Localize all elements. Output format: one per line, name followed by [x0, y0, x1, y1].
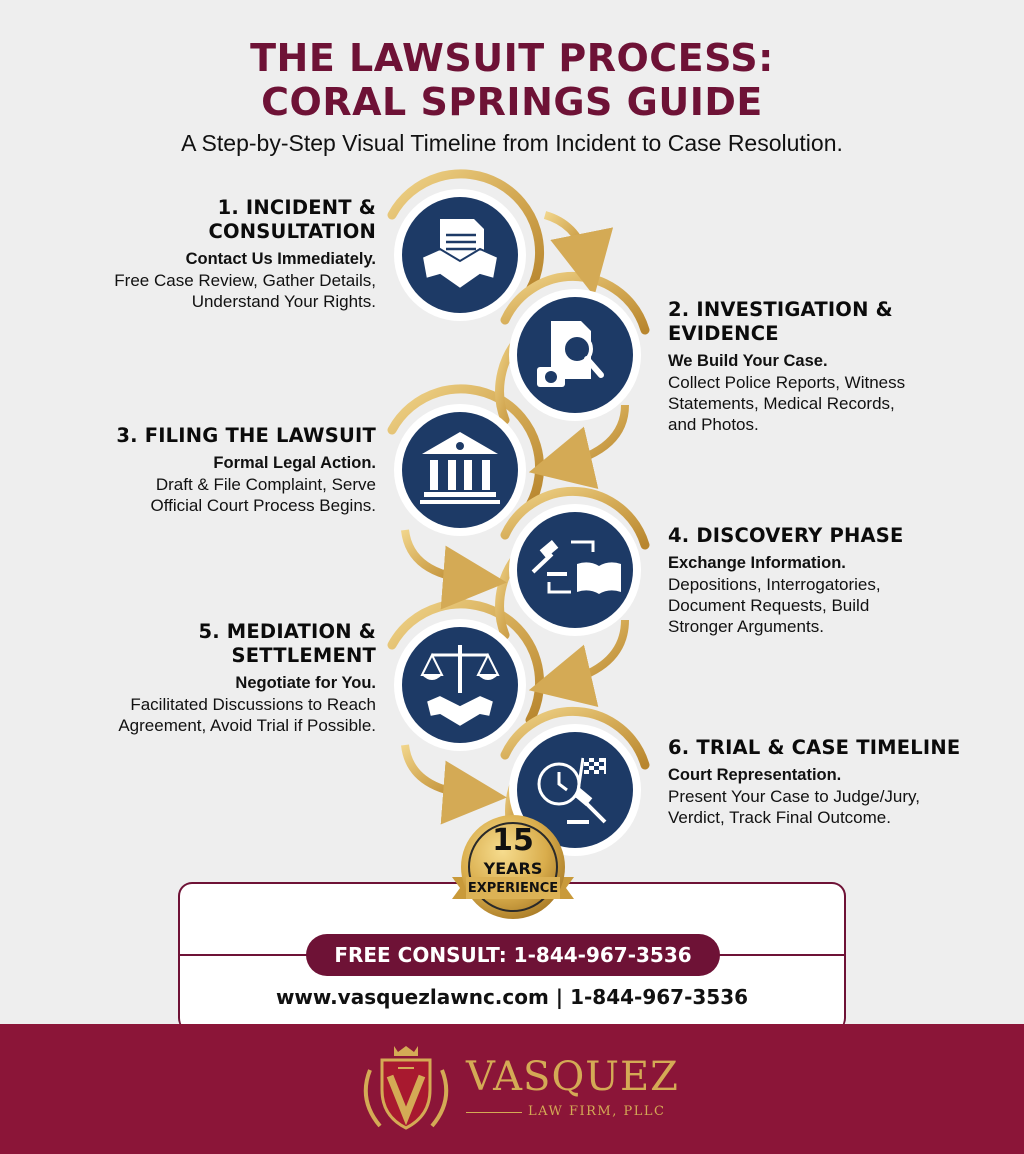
step-5-lead: Negotiate for You.: [235, 674, 376, 692]
badge-experience: EXPERIENCE: [467, 881, 559, 896]
step-1: [56, 196, 376, 312]
step-6-body-1: Present Your Case to Judge/Jury,: [668, 787, 921, 806]
crest-icon: [356, 1040, 456, 1140]
step-1-title: 1. INCIDENT &: [217, 196, 376, 219]
step-6-title: 6. TRIAL & CASE TIMELINE: [668, 736, 961, 759]
badge-number: 15: [492, 823, 534, 858]
badge-years: YEARS: [483, 859, 543, 878]
logo-subtitle: LAW FIRM, PLLC: [528, 1104, 666, 1119]
step-4-lead: Exchange Information.: [668, 554, 846, 572]
step-4: [668, 524, 988, 637]
step-3: [56, 424, 376, 516]
page-title-line2: CORAL SPRINGS GUIDE: [261, 80, 763, 124]
logo-name: VASQUEZ: [466, 1054, 679, 1100]
step-2-title: 2. INVESTIGATION &: [668, 298, 893, 321]
step-3-title: 3. FILING THE LAWSUIT: [116, 424, 376, 447]
step-1-lead: Contact Us Immediately.: [185, 250, 376, 268]
page-subtitle: A Step-by-Step Visual Timeline from Incident to Case Resolution.: [181, 130, 843, 156]
page-title-line1: THE LAWSUIT PROCESS:: [250, 36, 774, 80]
step-3-lead: Formal Legal Action.: [213, 454, 376, 472]
step-5-body-1: Facilitated Discussions to Reach: [130, 695, 376, 714]
step-5: [56, 620, 376, 736]
step-6-lead: Court Representation.: [668, 766, 842, 784]
step-2-title-cont: EVIDENCE: [668, 322, 779, 345]
logo-rule: [466, 1112, 522, 1113]
step-6: [668, 736, 988, 828]
step-1-body-2: Understand Your Rights.: [191, 292, 376, 311]
step-1-title-cont: CONSULTATION: [208, 220, 376, 243]
step-2-body-1: Collect Police Reports, Witness: [668, 373, 906, 392]
step-2-body-3: and Photos.: [668, 415, 759, 434]
step-4-title: 4. DISCOVERY PHASE: [668, 524, 904, 547]
free-consult-button[interactable]: FREE CONSULT: 1-844-967-3536: [306, 934, 720, 976]
step-1-body-1: Free Case Review, Gather Details,: [114, 271, 376, 290]
step-2-lead: We Build Your Case.: [668, 352, 828, 370]
firm-logo[interactable]: [356, 1040, 679, 1140]
step-3-body-1: Draft & File Complaint, Serve: [155, 475, 376, 494]
step-5-title: 5. MEDIATION &: [198, 620, 376, 643]
step-4-body-2: Document Requests, Build: [668, 596, 870, 615]
step-2-body-2: Statements, Medical Records,: [668, 394, 895, 413]
step-4-body-1: Depositions, Interrogatories,: [668, 575, 881, 594]
step-5-body-2: Agreement, Avoid Trial if Possible.: [118, 716, 376, 735]
website-phone-link[interactable]: www.vasquezlawnc.com | 1-844-967-3536: [275, 985, 749, 1009]
experience-badge: [448, 815, 578, 925]
step-4-body-3: Stronger Arguments.: [668, 617, 824, 636]
step-5-title-cont: SETTLEMENT: [231, 644, 376, 667]
step-2: [668, 298, 988, 435]
step-3-body-2: Official Court Process Begins.: [150, 496, 376, 515]
step-6-body-2: Verdict, Track Final Outcome.: [668, 808, 891, 827]
